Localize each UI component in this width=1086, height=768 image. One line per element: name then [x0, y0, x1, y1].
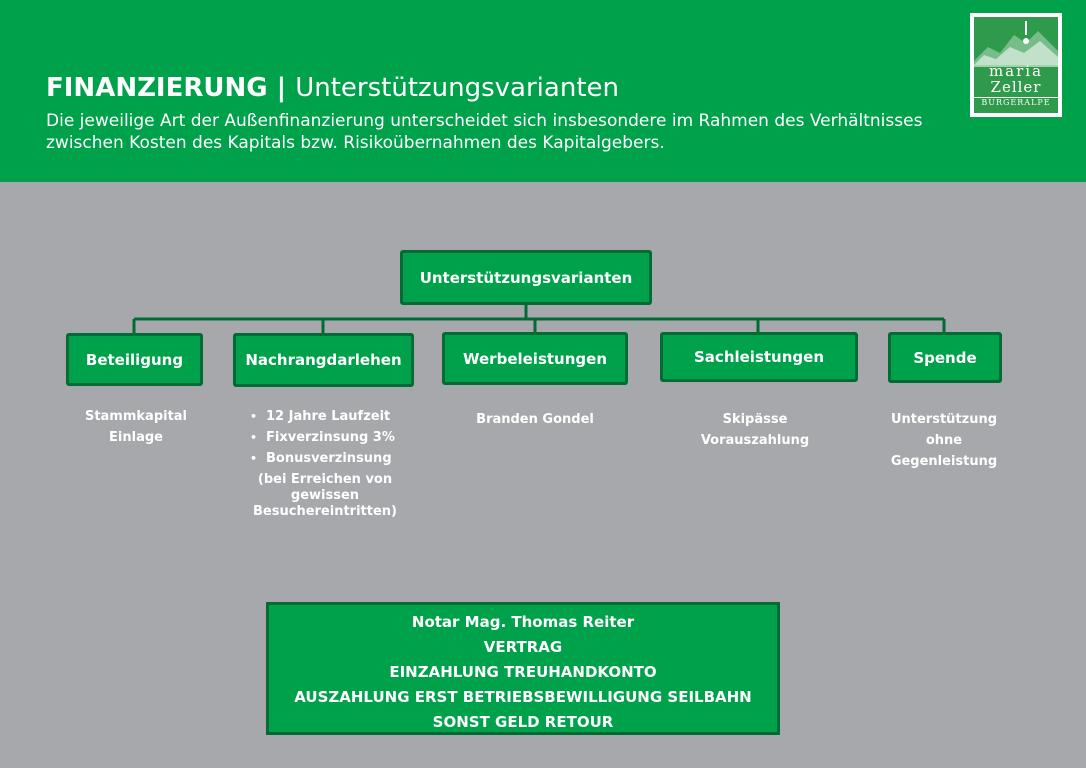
logo-line-3: BÜRGERALPE — [974, 97, 1058, 108]
detail-item: ohne — [925, 433, 963, 448]
detail-item: Vorauszahlung — [700, 433, 810, 448]
details-nachrangdarlehen — [250, 409, 400, 520]
root-node: Unterstützungsvarianten — [400, 250, 652, 305]
logo-line-2: Zeller — [990, 78, 1042, 96]
detail-item: Branden Gondel — [476, 412, 594, 427]
details-beteiligung — [66, 406, 206, 448]
bullet-item: • Bonusverzinsung — [250, 451, 400, 467]
detail-item: Einlage — [109, 430, 163, 445]
detail-item: Gegenleistung — [890, 454, 998, 469]
info-line: VERTRAG — [483, 638, 563, 656]
logo-line-1: maria — [988, 62, 1044, 80]
page-subtitle: Die jeweilige Art der Außenfinanzierung unterscheidet sich insbesondere im Rahmen des Verhältnisses zwischen Kosten des Kapitals bzw. Risikoübernahmen des Kapitalgebers. — [46, 111, 923, 153]
node-beteiligung: Beteiligung — [66, 333, 203, 386]
node-spende: Spende — [888, 332, 1002, 383]
details-werbeleistungen — [445, 409, 625, 430]
title-light: Unterstützungsvarianten — [295, 73, 619, 103]
bullet-list — [250, 409, 400, 467]
info-line: EINZAHLUNG TREUHANDKONTO — [389, 663, 657, 681]
detail-item: Unterstützung — [890, 412, 998, 427]
detail-item: Skipässe — [722, 412, 788, 427]
node-sachleistungen: Sachleistungen — [660, 332, 858, 382]
details-spende — [880, 409, 1008, 472]
detail-item: Stammkapital — [84, 409, 188, 424]
info-line: Notar Mag. Thomas Reiter — [411, 613, 635, 631]
node-werbeleistungen: Werbeleistungen — [442, 332, 628, 385]
details-sachleistungen — [680, 409, 830, 451]
node-nachrangdarlehen: Nachrangdarlehen — [233, 333, 414, 387]
info-line: SONST GELD RETOUR — [432, 713, 614, 731]
bullet-item: • 12 Jahre Laufzeit — [250, 409, 400, 425]
bullet-note: (bei Erreichen von gewissen Besuchereintritten) — [253, 472, 397, 519]
info-line: AUSZAHLUNG ERST BETRIEBSBEWILLIGUNG SEILBAHN — [294, 688, 752, 706]
title-strong: FINANZIERUNG | — [46, 73, 287, 103]
bullet-item: • Fixverzinsung 3% — [250, 430, 400, 446]
notary-info-box — [266, 602, 780, 735]
